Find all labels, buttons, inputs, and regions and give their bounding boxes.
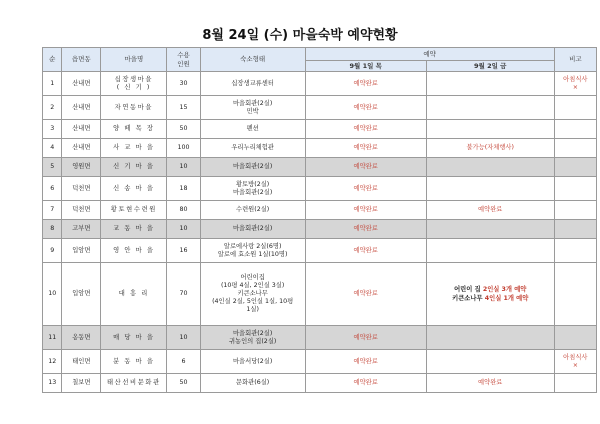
row-capacity: 15 — [167, 96, 200, 120]
header-reservation: 예약 — [305, 48, 554, 61]
row-date1: 예약완료 — [305, 120, 426, 139]
row-district: 입암면 — [62, 239, 101, 263]
row-capacity: 50 — [167, 374, 200, 393]
row-no: 2 — [43, 96, 62, 120]
row-no: 7 — [43, 201, 62, 220]
row-capacity: 10 — [167, 220, 200, 239]
row-note — [554, 374, 596, 393]
row-lodging: 마을서당(2실) — [200, 350, 305, 374]
row-no: 6 — [43, 177, 62, 201]
table-row — [43, 177, 597, 201]
row-date1: 예약완료 — [305, 158, 426, 177]
row-date1: 예약완료 — [305, 201, 426, 220]
row10-line1: 어린이 집 2인실 3개 예약 — [454, 285, 527, 293]
row-lodging: 알로에사랑 2실(6명) 알로에 효소원 1실(10명) — [200, 239, 305, 263]
row-capacity: 16 — [167, 239, 200, 263]
row-village: 십장생마을 ( 신 기 ) — [101, 72, 167, 96]
row-date2 — [426, 263, 554, 326]
row-note: 아침식사 × — [554, 350, 596, 374]
row-no: 8 — [43, 220, 62, 239]
row-lodging: 문화관(6실) — [200, 374, 305, 393]
row-lodging: 마을회관(2실) — [200, 220, 305, 239]
row-village: 매 당 마 을 — [101, 326, 167, 350]
row-village: 자연동마을 — [101, 96, 167, 120]
row-no: 10 — [43, 263, 62, 326]
header-date2: 9월 2일 금 — [426, 61, 554, 72]
row-district: 산내면 — [62, 139, 101, 158]
row-lodging: 십장생교류센터 — [200, 72, 305, 96]
table-row — [43, 263, 597, 326]
header-capacity: 수용 인원 — [167, 48, 200, 72]
row-village: 양 떼 목 장 — [101, 120, 167, 139]
row-note — [554, 220, 596, 239]
row-capacity: 10 — [167, 158, 200, 177]
table-row — [43, 120, 597, 139]
row-village: 태산선비문화관 — [101, 374, 167, 393]
row-note — [554, 201, 596, 220]
row-date1: 예약완료 — [305, 326, 426, 350]
row-district: 산내면 — [62, 120, 101, 139]
row-note — [554, 158, 596, 177]
row-note — [554, 239, 596, 263]
table-row — [43, 201, 597, 220]
page-title: 8월 24일 (수) 마을숙박 예약현황 — [202, 28, 398, 43]
row-district: 옹동면 — [62, 326, 101, 350]
row-capacity: 30 — [167, 72, 200, 96]
row-district: 산내면 — [62, 96, 101, 120]
row-no: 11 — [43, 326, 62, 350]
row-date2 — [426, 239, 554, 263]
row-lodging: 펜션 — [200, 120, 305, 139]
row-note: 아침식사 × — [554, 72, 596, 96]
header-lodging: 숙소형태 — [200, 48, 305, 72]
table-row — [43, 96, 597, 120]
row-date2 — [426, 177, 554, 201]
table-row — [43, 158, 597, 177]
row-no: 9 — [43, 239, 62, 263]
row-no: 12 — [43, 350, 62, 374]
header-village: 마을명 — [101, 48, 167, 72]
row-district: 덕천면 — [62, 201, 101, 220]
reservation-table — [42, 47, 597, 393]
row-date1: 예약완료 — [305, 374, 426, 393]
row-note — [554, 263, 596, 326]
row-lodging: 마을회관(2실) 귀농인의 집(2실) — [200, 326, 305, 350]
table-row — [43, 72, 597, 96]
row-capacity: 70 — [167, 263, 200, 326]
row-note — [554, 120, 596, 139]
row-note — [554, 139, 596, 158]
row-date2 — [426, 350, 554, 374]
table-row — [43, 139, 597, 158]
row-village: 교 동 마 을 — [101, 220, 167, 239]
row-date1: 예약완료 — [305, 139, 426, 158]
row-capacity: 18 — [167, 177, 200, 201]
row-capacity: 10 — [167, 326, 200, 350]
row-no: 3 — [43, 120, 62, 139]
row-village: 황토현수련원 — [101, 201, 167, 220]
row-date1: 예약완료 — [305, 263, 426, 326]
row-date2: 예약완료 — [426, 201, 554, 220]
row-district: 영원면 — [62, 158, 101, 177]
row-lodging: 황토방(2실) 마을회관(2실) — [200, 177, 305, 201]
row-lodging: 어린이집 (10평 4실, 2인실 3실) 키큰소나무 (4인실 2실, 5인실 1실, 10평 1실) — [200, 263, 305, 326]
header-row — [43, 48, 597, 61]
row-no: 5 — [43, 158, 62, 177]
row-village: 분 동 마 을 — [101, 350, 167, 374]
row-capacity: 50 — [167, 120, 200, 139]
row-district: 태인면 — [62, 350, 101, 374]
row-capacity: 80 — [167, 201, 200, 220]
header-note: 비고 — [554, 48, 596, 72]
table-body — [43, 72, 597, 393]
row-no: 1 — [43, 72, 62, 96]
row-district: 칠보면 — [62, 374, 101, 393]
row-note — [554, 96, 596, 120]
row-no: 13 — [43, 374, 62, 393]
row-date1: 예약완료 — [305, 96, 426, 120]
row-note — [554, 177, 596, 201]
row-capacity: 6 — [167, 350, 200, 374]
row-date2 — [426, 120, 554, 139]
table-row — [43, 374, 597, 393]
row-no: 4 — [43, 139, 62, 158]
row10-line2: 키큰소나무 4인실 1개 예약 — [452, 295, 529, 302]
row-lodging: 우리누리체험관 — [200, 139, 305, 158]
header-no: 순 — [43, 48, 62, 72]
row-district: 산내면 — [62, 72, 101, 96]
row-note — [554, 326, 596, 350]
header-date1: 9월 1일 목 — [305, 61, 426, 72]
row-village: 신 기 마 을 — [101, 158, 167, 177]
row-date2 — [426, 158, 554, 177]
table-row — [43, 220, 597, 239]
row-village: 대 흥 리 — [101, 263, 167, 326]
row-date1: 예약완료 — [305, 72, 426, 96]
row-district: 고부면 — [62, 220, 101, 239]
row-date2: 불가능(자체행사) — [426, 139, 554, 158]
row-date2 — [426, 326, 554, 350]
row-date2 — [426, 96, 554, 120]
row-village: 신 송 마 을 — [101, 177, 167, 201]
row-village: 사 교 마 을 — [101, 139, 167, 158]
row-district: 입암면 — [62, 263, 101, 326]
row-lodging: 마을회관(2실) 민박 — [200, 96, 305, 120]
row-date1: 예약완료 — [305, 350, 426, 374]
row-date2: 예약완료 — [426, 374, 554, 393]
row-capacity: 100 — [167, 139, 200, 158]
row-date1: 예약완료 — [305, 239, 426, 263]
table-row — [43, 350, 597, 374]
table-row — [43, 326, 597, 350]
row-date1: 예약완료 — [305, 220, 426, 239]
row-date1: 예약완료 — [305, 177, 426, 201]
row-village: 영 안 마 을 — [101, 239, 167, 263]
table-row — [43, 239, 597, 263]
row-lodging: 수련원(2실) — [200, 201, 305, 220]
row-district: 덕천면 — [62, 177, 101, 201]
header-district: 읍면동 — [62, 48, 101, 72]
row-date2 — [426, 220, 554, 239]
row-lodging: 마을회관(2실) — [200, 158, 305, 177]
row-date2 — [426, 72, 554, 96]
